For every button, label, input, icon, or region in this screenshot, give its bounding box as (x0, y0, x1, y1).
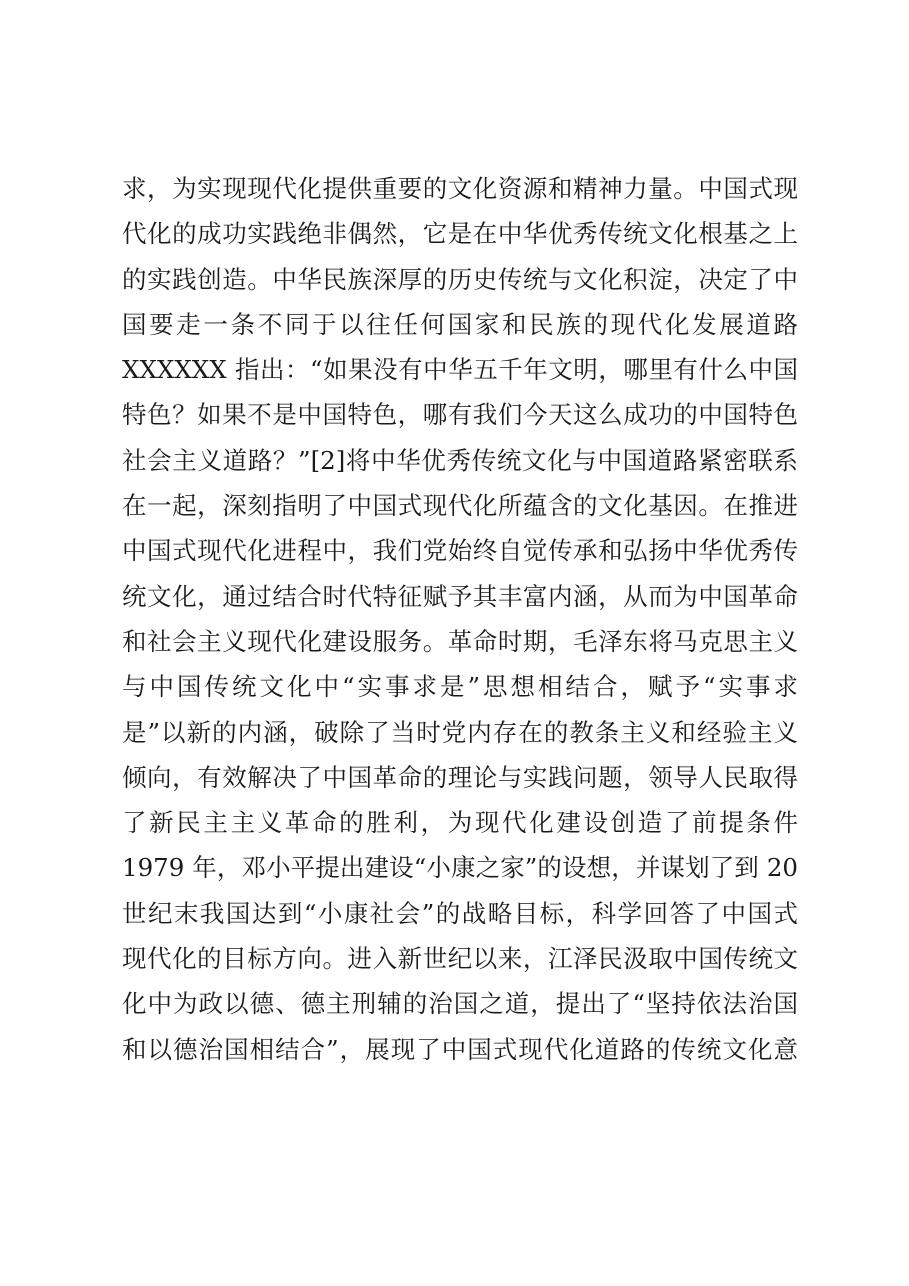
text-line: 社会主义道路？”[2]将中华优秀传统文化与中国道路紧密联系 (122, 445, 798, 475)
text-line: 化中为政以德、德主刑辅的治国之道，提出了“坚持依法治国 (122, 989, 798, 1019)
text-line: 了新民主主义革命的胜利，为现代化建设创造了前提条件 (122, 808, 798, 838)
text-line: 现代化的目标方向。进入新世纪以来，江泽民汲取中国传统文 (122, 944, 798, 974)
text-line: 统文化，通过结合时代特征赋予其丰富内涵，从而为中国革命 (122, 581, 798, 611)
text-line: 求，为实现现代化提供重要的文化资源和精神力量。中国式现 (122, 174, 798, 203)
text-line: 国要走一条不同于以往任何国家和民族的现代化发展道路 (122, 309, 798, 339)
text-line: 世纪末我国达到“小康社会”的战略目标，科学回答了中国式 (122, 898, 798, 928)
text-line: 倾向，有效解决了中国革命的理论与实践问题，领导人民取得 (122, 762, 798, 792)
body-paragraph (122, 166, 798, 1072)
text-line: 在一起，深刻指明了中国式现代化所蕴含的文化基因。在推进 (122, 491, 798, 521)
text-line: 1979 年，邓小平提出建设“小康之家”的设想，并谋划了到 20 (122, 853, 798, 883)
text-line: 与中国传统文化中“实事求是”思想相结合，赋予“实事求 (122, 672, 798, 702)
text-line: 是”以新的内涵，破除了当时党内存在的教条主义和经验主义 (122, 717, 798, 747)
text-line: 特色？如果不是中国特色，哪有我们今天这么成功的中国特色 (122, 400, 798, 430)
text-line: 的实践创造。中华民族深厚的历史传统与文化积淀，决定了中 (122, 264, 798, 294)
text-line: 和以德治国相结合”，展现了中国式现代化道路的传统文化意 (122, 1034, 798, 1064)
text-line: XXXXXX 指出：“如果没有中华五千年文明，哪里有什么中国 (122, 355, 798, 385)
text-line: 代化的成功实践绝非偶然，它是在中华优秀传统文化根基之上 (122, 219, 798, 249)
text-line: 中国式现代化进程中，我们党始终自觉传承和弘扬中华优秀传 (122, 536, 798, 566)
text-line: 和社会主义现代化建设服务。革命时期，毛泽东将马克思主义 (122, 626, 798, 656)
